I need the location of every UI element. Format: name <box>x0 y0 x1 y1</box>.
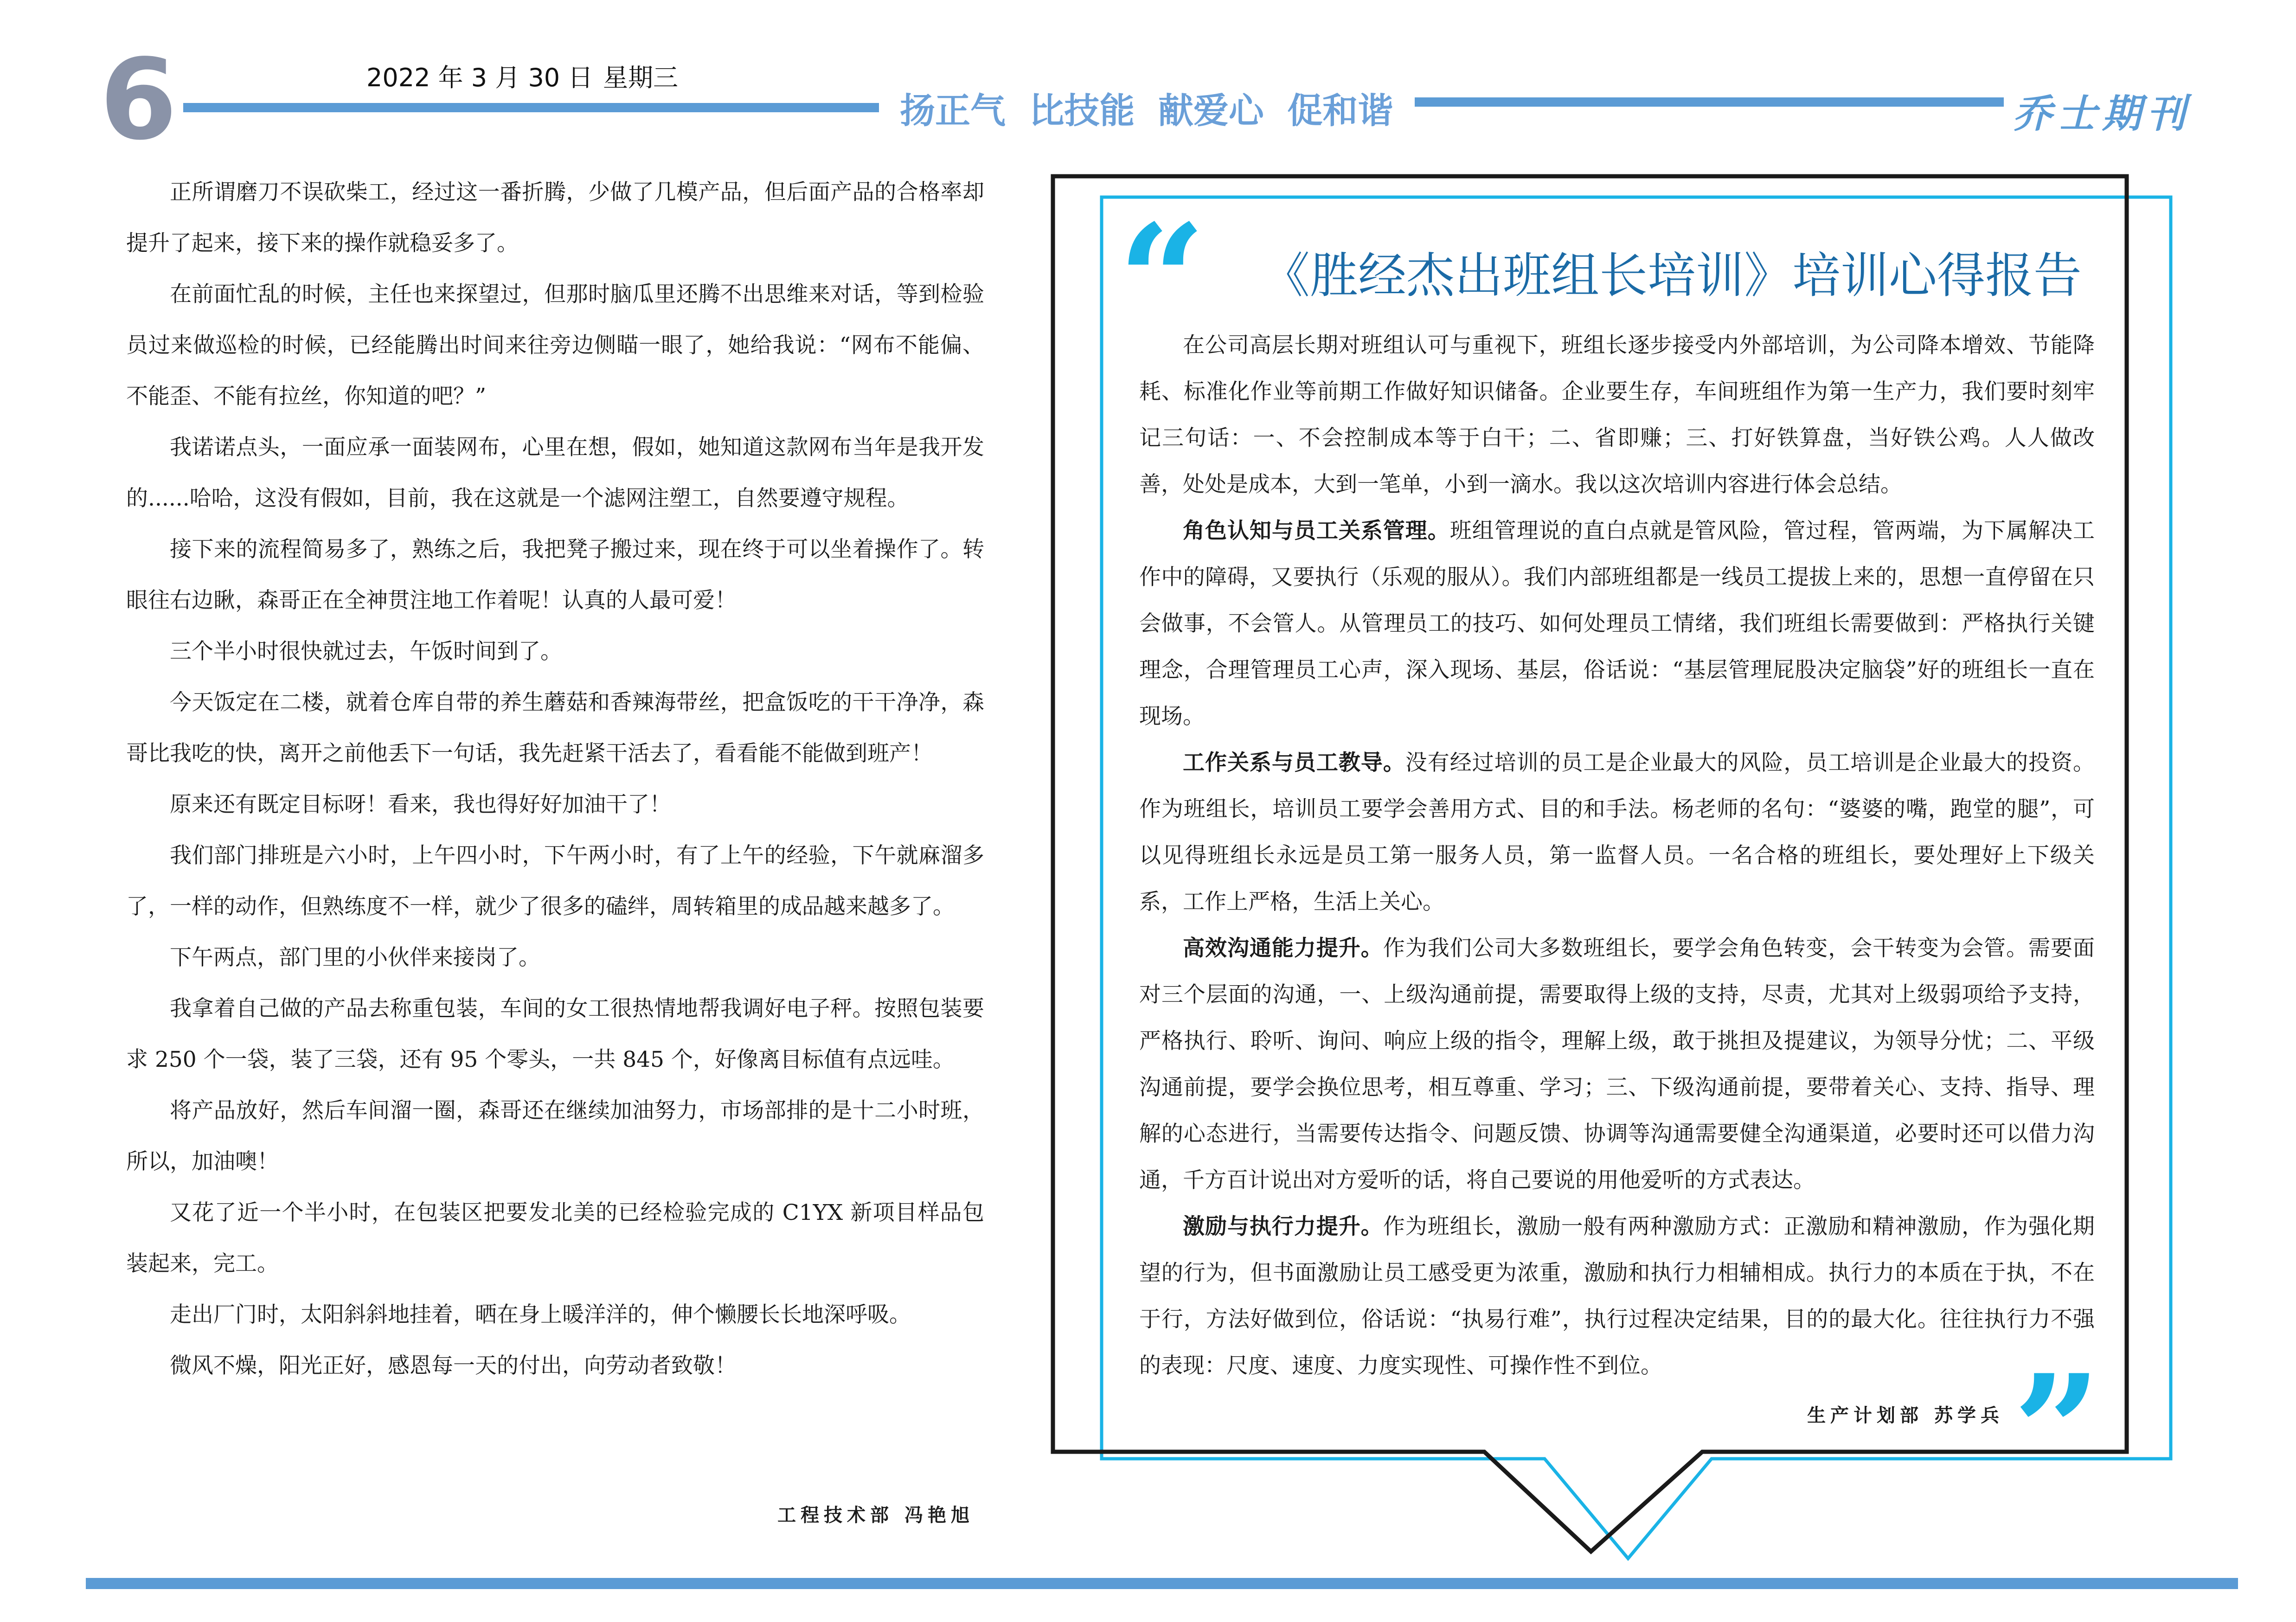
left-article-signature: 工程技术部 冯艳旭 <box>777 1505 974 1526</box>
right-section <box>1139 925 2095 1204</box>
slogan: 扬正气 比技能 献爱心 促和谐 <box>900 90 1393 131</box>
section-heading: 工作关系与员工教导。 <box>1183 750 1405 776</box>
footer-bar <box>86 1578 2238 1589</box>
close-quote-icon: ” <box>2013 1341 2101 1521</box>
section-body: 没有经过培训的员工是企业最大的风险，员工培训是企业最大的投资。作为班组长，培训员工要学会善用方式、目的和手法。杨老师的名句：“婆婆的嘴，跑堂的腿”，可以见得班组长永远是员工第一服务人员，第一监督人员。一名合格的班组长，要处理好上下级关系，工作上严格，生活上关心。 <box>1139 750 2095 915</box>
left-paragraph: 又花了近一个半小时，在包装区把要发北美的已经检验完成的 C1YX 新项目样品包装起来，完工。 <box>126 1200 984 1276</box>
section-heading: 角色认知与员工关系管理。 <box>1183 518 1450 544</box>
section-heading: 高效沟通能力提升。 <box>1183 936 1383 961</box>
left-paragraph: 原来还有既定目标呀！看来，我也得好好加油干了！ <box>170 792 671 817</box>
left-paragraph: 今天饭定在二楼，就着仓库自带的养生蘑菇和香辣海带丝，把盒饭吃的干干净净，森哥比我吃的快，离开之前他丢下一句话，我先赶紧干活去了，看看能不能做到班产！ <box>126 690 984 766</box>
left-paragraph: 我拿着自己做的产品去称重包装，车间的女工很热情地帮我调好电子秤。按照包装要求 250 个一袋，装了三袋，还有 95 个零头，一共 845 个，好像离目标值有点远哇。 <box>126 996 984 1072</box>
left-paragraph: 将产品放好，然后车间溜一圈，森哥还在继续加油努力，市场部排的是十二小时班，所以，加油噢！ <box>126 1098 984 1174</box>
issue-date: 2022 年 3 月 30 日 <box>366 63 593 92</box>
left-paragraph: 微风不燥，阳光正好，感恩每一天的付出，向劳动者致敬！ <box>170 1353 737 1378</box>
left-paragraph: 下午两点，部门里的小伙伴来接岗了。 <box>170 945 540 970</box>
article-title: 《胜经杰出班组长培训》培训心得报告 <box>1262 247 2082 304</box>
left-paragraph: 接下来的流程简易多了，熟练之后，我把凳子搬过来，现在终于可以坐着操作了。转眼往右边瞅，森哥正在全神贯注地工作着呢！认真的人最可爱！ <box>126 537 984 613</box>
section-body: 作为我们公司大多数班组长，要学会角色转变，会干转变为会管。需要面对三个层面的沟通，一、上级沟通前提，需要取得上级的支持，尽责，尤其对上级弱项给予支持，严格执行、聆听、询问、响应上级的指令，理解上级，敢于挑担及提建议，为领导分忧；二、平级沟通前提，要学会换位思考，相互尊重、学习；三、下级沟通前提，要带着关心、支持、指导、理解的心态进行，当需要传达指令、问题反馈、协调等沟通需要健全沟通渠道，必要时还可以借力沟通，千方百计说出对方爱听的话，将自己要说的用他爱听的方式表达。 <box>1139 936 2095 1193</box>
section-body: 作为班组长，激励一般有两种激励方式：正激励和精神激励，作为强化期望的行为，但书面激励让员工感受更为浓重，激励和执行力相辅相成。执行力的本质在于执，不在于行，方法好做到位，俗话说：“执易行难”，执行过程决定结果，目的的最大化。往往执行力不强的表现：尺度、速度、力度实现性、可操作性不到位。 <box>1139 1214 2095 1378</box>
section-body: 班组管理说的直白点就是管风险，管过程，管两端，为下属解决工作中的障碍，又要执行（乐观的服从）。我们内部班组都是一线员工提拔上来的，思想一直停留在只会做事，不会管人。从管理员工的技巧、如何处理员工情绪，我们班组长需要做到：严格执行关键理念，合理管理员工心声，深入现场、基层，俗话说：“基层管理屁股决定脑袋”好的班组长一直在现场。 <box>1139 518 2095 729</box>
left-paragraph: 走出厂门时，太阳斜斜地挂着，晒在身上暖洋洋的，伸个懒腰长长地深呼吸。 <box>170 1302 911 1327</box>
right-section <box>1139 740 2095 925</box>
left-paragraph: 正所谓磨刀不误砍柴工，经过这一番折腾，少做了几模产品，但后面产品的合格率却提升了起来，接下来的操作就稳妥多了。 <box>126 180 984 256</box>
right-intro: 在公司高层长期对班组认可与重视下，班组长逐步接受内外部培训，为公司降本增效、节能降耗、标准化作业等前期工作做好知识储备。企业要生存，车间班组作为第一生产力，我们要时刻牢记三句话：一、不会控制成本等于白干；二、省即赚；三、打好铁算盘，当好铁公鸡。人人做改善，处处是成本，大到一笔单，小到一滴水。我以这次培训内容进行体会总结。 <box>1139 333 2095 497</box>
issue-weekday: 星期三 <box>603 63 678 92</box>
section-heading: 激励与执行力提升。 <box>1183 1214 1383 1239</box>
left-paragraph: 我诺诺点头，一面应承一面装网布，心里在想，假如，她知道这款网布当年是我开发的......哈哈，这没有假如，目前，我在这就是一个滤网注塑工，自然要遵守规程。 <box>126 435 984 511</box>
open-quote-icon: “ <box>1118 191 1206 371</box>
left-paragraph: 我们部门排班是六小时，上午四小时，下午两小时，有了上午的经验，下午就麻溜多了，一样的动作，但熟练度不一样，就少了很多的磕绊，周转箱里的成品越来越多了。 <box>126 843 984 919</box>
left-paragraph: 在前面忙乱的时候，主任也来探望过，但那时脑瓜里还腾不出思维来对话，等到检验员过来做巡检的时候，已经能腾出时间来往旁边侧瞄一眼了，她给我说：“网布不能偏、不能歪、不能有拉丝，你知道的吧？” <box>126 282 984 409</box>
right-section <box>1139 508 2095 740</box>
right-article <box>1139 322 2095 1389</box>
right-article-signature: 生产计划部 苏学兵 <box>1807 1405 2004 1426</box>
journal-name: 乔士期刊 <box>2013 90 2192 136</box>
left-paragraph: 三个半小时很快就过去，午饭时间到了。 <box>170 639 562 664</box>
right-section <box>1139 1204 2095 1389</box>
page-number: 6 <box>100 35 177 165</box>
